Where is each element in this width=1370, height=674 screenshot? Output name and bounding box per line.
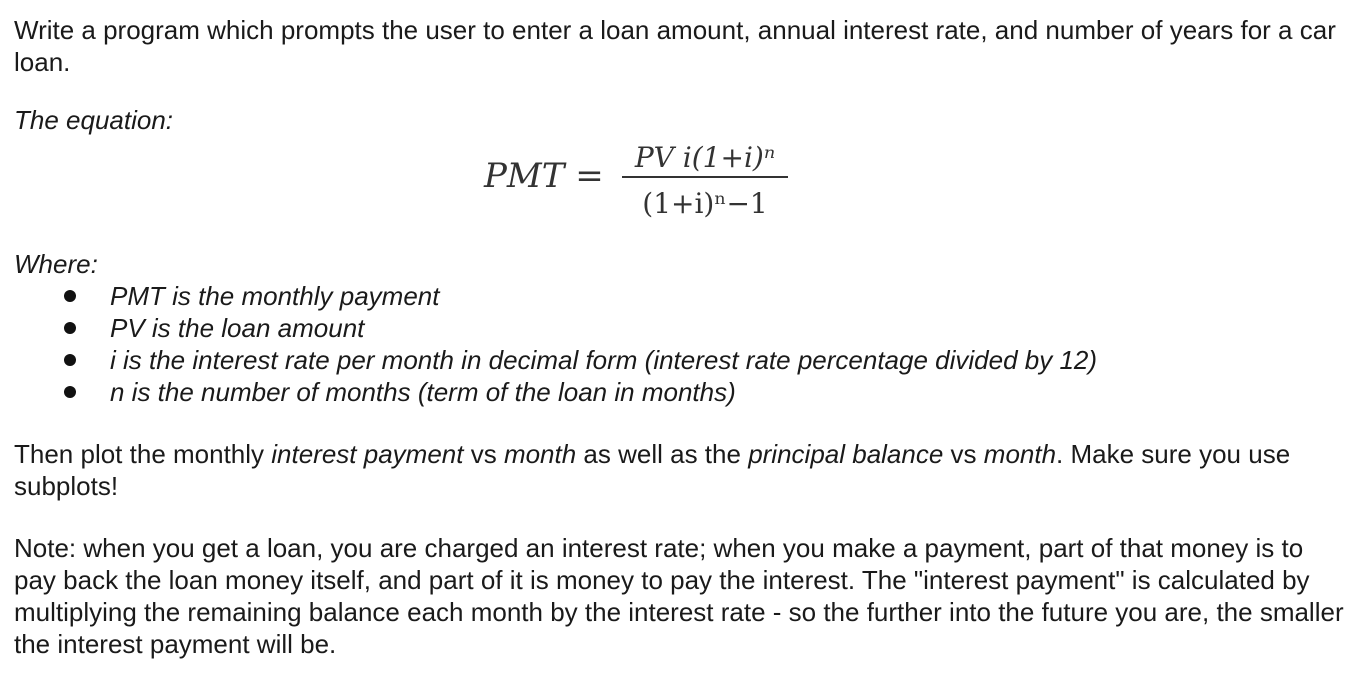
- plot-text-1: Then plot the monthly: [14, 439, 272, 469]
- plot-text-3: as well as the: [576, 439, 749, 469]
- equation-lhs: [484, 156, 604, 196]
- plot-term-month-2: month: [983, 439, 1057, 469]
- note-paragraph: Note: when you get a loan, you are charged an interest rate; when you make a payment, part of that money is to pay back the loan money itself, and part of it is money to pay the interest. The "interest payment" is calculated by multiplying the remaining balance each month by the interest rate - so the further into the future you are, the smaller the interest payment will be.: [14, 533, 1344, 659]
- bullet-dot-icon: [64, 386, 76, 398]
- equation-equals-sign: =: [575, 156, 604, 196]
- list-item: [14, 344, 1344, 376]
- plot-term-principal-balance: principal balance: [748, 439, 944, 469]
- where-label: Where:: [14, 249, 98, 279]
- equation-denominator: (1+i)ⁿ−1: [642, 187, 768, 220]
- equation-fraction: [620, 140, 790, 222]
- pmt-equation: [14, 136, 1344, 248]
- list-item-text: i is the interest rate per month in decimal form (interest rate percentage divided by 12): [110, 345, 1098, 375]
- assignment-document: [14, 14, 1344, 660]
- plot-text-2: vs: [463, 439, 504, 469]
- equation-lhs-symbol: PMT: [484, 156, 565, 196]
- list-item: [14, 312, 1344, 344]
- bullet-dot-icon: [64, 322, 76, 334]
- intro-paragraph: Write a program which prompts the user to enter a loan amount, annual interest rate, and number of years for a car loan.: [14, 15, 1336, 77]
- plot-term-month: month: [503, 439, 577, 469]
- plot-instruction-paragraph: [14, 438, 1344, 502]
- list-item: [14, 376, 1344, 408]
- list-item: [14, 280, 1344, 312]
- bullet-dot-icon: [64, 290, 76, 302]
- plot-text-5: . Make sure you use subplots!: [14, 439, 1291, 501]
- bullet-dot-icon: [64, 354, 76, 366]
- plot-text-4: vs: [943, 439, 984, 469]
- equation-numerator: PV i(1+i)ⁿ: [634, 141, 776, 174]
- list-item-text: PV is the loan amount: [110, 313, 365, 343]
- fraction-bar: [622, 176, 788, 178]
- list-item-text: n is the number of months (term of the loan in months): [110, 377, 736, 407]
- list-item-text: PMT is the monthly payment: [110, 281, 440, 311]
- variable-definitions-list: [14, 280, 1344, 408]
- plot-term-interest-payment: interest payment: [271, 439, 464, 469]
- equation-label: The equation:: [14, 105, 174, 135]
